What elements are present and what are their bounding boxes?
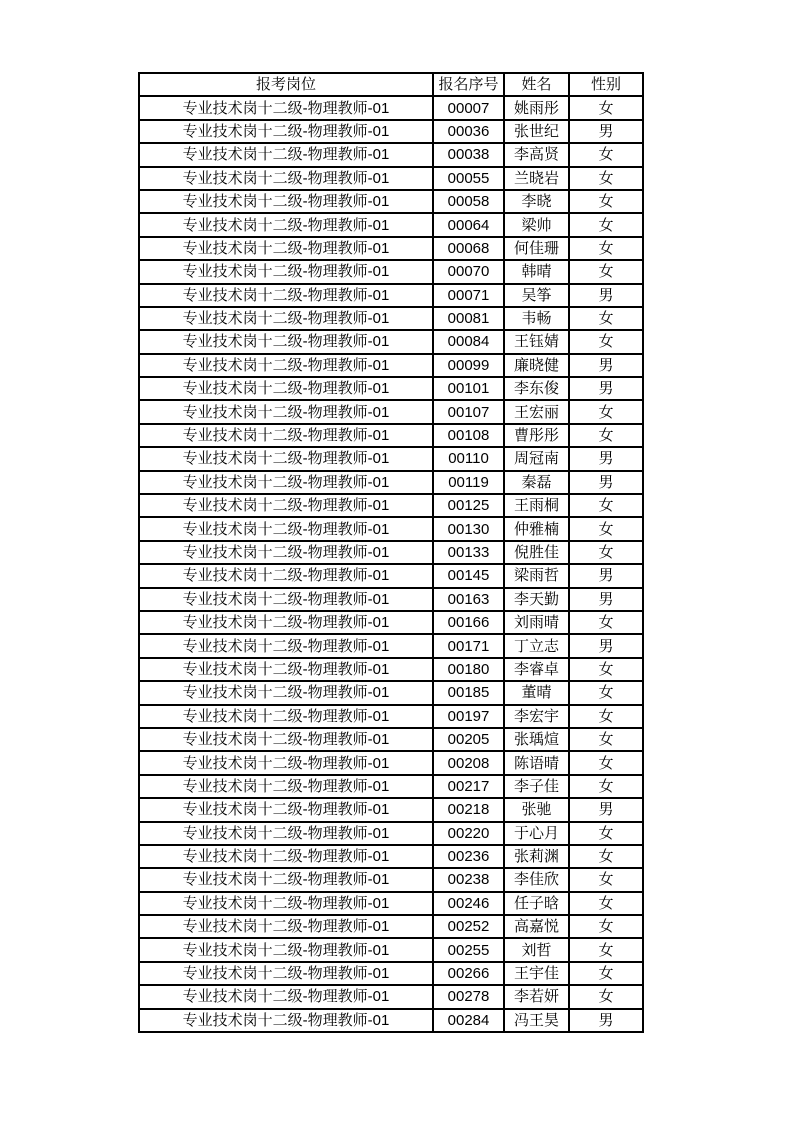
cell-gender: 女 bbox=[569, 260, 643, 283]
cell-position: 专业技术岗十二级-物理教师-01 bbox=[139, 658, 433, 681]
cell-serial-number: 00163 bbox=[433, 588, 504, 611]
cell-name: 李高贤 bbox=[504, 143, 569, 166]
table-row bbox=[139, 845, 643, 868]
header-row bbox=[139, 73, 643, 96]
cell-name: 王宏丽 bbox=[504, 400, 569, 423]
cell-serial-number: 00220 bbox=[433, 822, 504, 845]
cell-serial-number: 00217 bbox=[433, 775, 504, 798]
table-row bbox=[139, 658, 643, 681]
cell-position: 专业技术岗十二级-物理教师-01 bbox=[139, 985, 433, 1008]
cell-gender: 女 bbox=[569, 845, 643, 868]
cell-name: 冯王昊 bbox=[504, 1009, 569, 1032]
cell-serial-number: 00084 bbox=[433, 330, 504, 353]
table-row bbox=[139, 938, 643, 961]
cell-serial-number: 00038 bbox=[433, 143, 504, 166]
cell-position: 专业技术岗十二级-物理教师-01 bbox=[139, 728, 433, 751]
cell-gender: 女 bbox=[569, 611, 643, 634]
table-row bbox=[139, 190, 643, 213]
table-row bbox=[139, 377, 643, 400]
cell-name: 曹彤彤 bbox=[504, 424, 569, 447]
cell-serial-number: 00068 bbox=[433, 237, 504, 260]
cell-position: 专业技术岗十二级-物理教师-01 bbox=[139, 1009, 433, 1032]
cell-name: 王雨桐 bbox=[504, 494, 569, 517]
table-row bbox=[139, 634, 643, 657]
table-row bbox=[139, 705, 643, 728]
cell-gender: 女 bbox=[569, 681, 643, 704]
cell-gender: 女 bbox=[569, 892, 643, 915]
cell-gender: 女 bbox=[569, 517, 643, 540]
cell-serial-number: 00284 bbox=[433, 1009, 504, 1032]
cell-name: 高嘉悦 bbox=[504, 915, 569, 938]
cell-position: 专业技术岗十二级-物理教师-01 bbox=[139, 751, 433, 774]
cell-serial-number: 00125 bbox=[433, 494, 504, 517]
cell-position: 专业技术岗十二级-物理教师-01 bbox=[139, 705, 433, 728]
cell-gender: 男 bbox=[569, 354, 643, 377]
table-row bbox=[139, 447, 643, 470]
cell-gender: 女 bbox=[569, 190, 643, 213]
table-row bbox=[139, 400, 643, 423]
cell-gender: 女 bbox=[569, 751, 643, 774]
cell-position: 专业技术岗十二级-物理教师-01 bbox=[139, 494, 433, 517]
table-row bbox=[139, 541, 643, 564]
cell-position: 专业技术岗十二级-物理教师-01 bbox=[139, 822, 433, 845]
cell-serial-number: 00101 bbox=[433, 377, 504, 400]
cell-gender: 女 bbox=[569, 307, 643, 330]
cell-gender: 男 bbox=[569, 471, 643, 494]
cell-position: 专业技术岗十二级-物理教师-01 bbox=[139, 471, 433, 494]
cell-serial-number: 00110 bbox=[433, 447, 504, 470]
table-row bbox=[139, 985, 643, 1008]
cell-name: 刘雨晴 bbox=[504, 611, 569, 634]
cell-gender: 男 bbox=[569, 284, 643, 307]
cell-position: 专业技术岗十二级-物理教师-01 bbox=[139, 962, 433, 985]
cell-name: 李若妍 bbox=[504, 985, 569, 1008]
cell-gender: 男 bbox=[569, 447, 643, 470]
cell-position: 专业技术岗十二级-物理教师-01 bbox=[139, 845, 433, 868]
cell-name: 张驰 bbox=[504, 798, 569, 821]
header-gender: 性别 bbox=[569, 73, 643, 96]
table-row bbox=[139, 868, 643, 891]
cell-name: 何佳珊 bbox=[504, 237, 569, 260]
cell-position: 专业技术岗十二级-物理教师-01 bbox=[139, 775, 433, 798]
cell-name: 张莉渊 bbox=[504, 845, 569, 868]
table-row bbox=[139, 120, 643, 143]
cell-serial-number: 00218 bbox=[433, 798, 504, 821]
cell-gender: 女 bbox=[569, 330, 643, 353]
cell-gender: 女 bbox=[569, 494, 643, 517]
table-row bbox=[139, 284, 643, 307]
cell-position: 专业技术岗十二级-物理教师-01 bbox=[139, 213, 433, 236]
cell-serial-number: 00255 bbox=[433, 938, 504, 961]
cell-position: 专业技术岗十二级-物理教师-01 bbox=[139, 330, 433, 353]
table-row bbox=[139, 167, 643, 190]
cell-gender: 男 bbox=[569, 120, 643, 143]
cell-name: 任子晗 bbox=[504, 892, 569, 915]
cell-position: 专业技术岗十二级-物理教师-01 bbox=[139, 400, 433, 423]
cell-position: 专业技术岗十二级-物理教师-01 bbox=[139, 541, 433, 564]
cell-name: 周冠南 bbox=[504, 447, 569, 470]
cell-serial-number: 00107 bbox=[433, 400, 504, 423]
table-row bbox=[139, 354, 643, 377]
table-row bbox=[139, 775, 643, 798]
cell-gender: 女 bbox=[569, 938, 643, 961]
cell-gender: 女 bbox=[569, 424, 643, 447]
cell-position: 专业技术岗十二级-物理教师-01 bbox=[139, 377, 433, 400]
cell-gender: 女 bbox=[569, 143, 643, 166]
cell-gender: 男 bbox=[569, 588, 643, 611]
cell-name: 韦畅 bbox=[504, 307, 569, 330]
cell-name: 秦磊 bbox=[504, 471, 569, 494]
cell-serial-number: 00278 bbox=[433, 985, 504, 1008]
cell-gender: 女 bbox=[569, 775, 643, 798]
cell-serial-number: 00036 bbox=[433, 120, 504, 143]
cell-gender: 女 bbox=[569, 541, 643, 564]
cell-name: 梁帅 bbox=[504, 213, 569, 236]
cell-position: 专业技术岗十二级-物理教师-01 bbox=[139, 354, 433, 377]
table-row bbox=[139, 143, 643, 166]
cell-gender: 女 bbox=[569, 868, 643, 891]
cell-gender: 男 bbox=[569, 798, 643, 821]
applicant-roster-table bbox=[138, 72, 644, 1033]
cell-position: 专业技术岗十二级-物理教师-01 bbox=[139, 868, 433, 891]
cell-name: 梁雨哲 bbox=[504, 564, 569, 587]
cell-name: 李晓 bbox=[504, 190, 569, 213]
cell-name: 张瑀煊 bbox=[504, 728, 569, 751]
cell-serial-number: 00205 bbox=[433, 728, 504, 751]
table-row bbox=[139, 260, 643, 283]
cell-gender: 女 bbox=[569, 962, 643, 985]
cell-position: 专业技术岗十二级-物理教师-01 bbox=[139, 424, 433, 447]
cell-serial-number: 00266 bbox=[433, 962, 504, 985]
header-position: 报考岗位 bbox=[139, 73, 433, 96]
cell-name: 兰晓岩 bbox=[504, 167, 569, 190]
cell-position: 专业技术岗十二级-物理教师-01 bbox=[139, 190, 433, 213]
cell-position: 专业技术岗十二级-物理教师-01 bbox=[139, 681, 433, 704]
cell-name: 丁立志 bbox=[504, 634, 569, 657]
table-row bbox=[139, 96, 643, 119]
header-serial-number: 报名序号 bbox=[433, 73, 504, 96]
cell-serial-number: 00064 bbox=[433, 213, 504, 236]
cell-serial-number: 00252 bbox=[433, 915, 504, 938]
cell-gender: 女 bbox=[569, 400, 643, 423]
cell-position: 专业技术岗十二级-物理教师-01 bbox=[139, 167, 433, 190]
table-row bbox=[139, 611, 643, 634]
cell-name: 王钰婧 bbox=[504, 330, 569, 353]
cell-name: 刘哲 bbox=[504, 938, 569, 961]
cell-position: 专业技术岗十二级-物理教师-01 bbox=[139, 564, 433, 587]
cell-name: 韩晴 bbox=[504, 260, 569, 283]
table-row bbox=[139, 330, 643, 353]
cell-gender: 女 bbox=[569, 237, 643, 260]
cell-serial-number: 00007 bbox=[433, 96, 504, 119]
cell-serial-number: 00238 bbox=[433, 868, 504, 891]
cell-serial-number: 00145 bbox=[433, 564, 504, 587]
cell-position: 专业技术岗十二级-物理教师-01 bbox=[139, 611, 433, 634]
cell-name: 李睿卓 bbox=[504, 658, 569, 681]
cell-position: 专业技术岗十二级-物理教师-01 bbox=[139, 634, 433, 657]
cell-serial-number: 00119 bbox=[433, 471, 504, 494]
cell-gender: 女 bbox=[569, 167, 643, 190]
cell-gender: 女 bbox=[569, 213, 643, 236]
cell-position: 专业技术岗十二级-物理教师-01 bbox=[139, 307, 433, 330]
cell-position: 专业技术岗十二级-物理教师-01 bbox=[139, 120, 433, 143]
table-row bbox=[139, 1009, 643, 1032]
table-row bbox=[139, 471, 643, 494]
cell-gender: 女 bbox=[569, 658, 643, 681]
table-row bbox=[139, 798, 643, 821]
cell-gender: 女 bbox=[569, 985, 643, 1008]
cell-serial-number: 00071 bbox=[433, 284, 504, 307]
cell-gender: 男 bbox=[569, 634, 643, 657]
cell-position: 专业技术岗十二级-物理教师-01 bbox=[139, 892, 433, 915]
cell-name: 李东俊 bbox=[504, 377, 569, 400]
cell-serial-number: 00208 bbox=[433, 751, 504, 774]
header-name: 姓名 bbox=[504, 73, 569, 96]
cell-serial-number: 00236 bbox=[433, 845, 504, 868]
cell-position: 专业技术岗十二级-物理教师-01 bbox=[139, 798, 433, 821]
table-row bbox=[139, 892, 643, 915]
cell-name: 吴筝 bbox=[504, 284, 569, 307]
cell-gender: 男 bbox=[569, 564, 643, 587]
cell-serial-number: 00070 bbox=[433, 260, 504, 283]
table-body bbox=[139, 96, 643, 1032]
table-row bbox=[139, 494, 643, 517]
cell-serial-number: 00133 bbox=[433, 541, 504, 564]
cell-gender: 男 bbox=[569, 377, 643, 400]
cell-serial-number: 00246 bbox=[433, 892, 504, 915]
cell-name: 李天勤 bbox=[504, 588, 569, 611]
table-row bbox=[139, 237, 643, 260]
cell-serial-number: 00055 bbox=[433, 167, 504, 190]
cell-position: 专业技术岗十二级-物理教师-01 bbox=[139, 237, 433, 260]
cell-serial-number: 00185 bbox=[433, 681, 504, 704]
cell-name: 李宏宇 bbox=[504, 705, 569, 728]
cell-name: 王宇佳 bbox=[504, 962, 569, 985]
table-row bbox=[139, 517, 643, 540]
cell-name: 李子佳 bbox=[504, 775, 569, 798]
cell-serial-number: 00166 bbox=[433, 611, 504, 634]
table-row bbox=[139, 822, 643, 845]
cell-name: 张世纪 bbox=[504, 120, 569, 143]
cell-name: 李佳欣 bbox=[504, 868, 569, 891]
cell-serial-number: 00171 bbox=[433, 634, 504, 657]
cell-gender: 女 bbox=[569, 728, 643, 751]
cell-serial-number: 00099 bbox=[433, 354, 504, 377]
cell-position: 专业技术岗十二级-物理教师-01 bbox=[139, 260, 433, 283]
table-row bbox=[139, 915, 643, 938]
table-row bbox=[139, 564, 643, 587]
cell-position: 专业技术岗十二级-物理教师-01 bbox=[139, 915, 433, 938]
cell-name: 于心月 bbox=[504, 822, 569, 845]
cell-name: 姚雨彤 bbox=[504, 96, 569, 119]
cell-gender: 女 bbox=[569, 96, 643, 119]
cell-name: 陈语晴 bbox=[504, 751, 569, 774]
cell-position: 专业技术岗十二级-物理教师-01 bbox=[139, 447, 433, 470]
cell-gender: 女 bbox=[569, 915, 643, 938]
table-row bbox=[139, 681, 643, 704]
cell-name: 倪胜佳 bbox=[504, 541, 569, 564]
cell-gender: 男 bbox=[569, 1009, 643, 1032]
cell-name: 廉晓健 bbox=[504, 354, 569, 377]
cell-serial-number: 00130 bbox=[433, 517, 504, 540]
cell-position: 专业技术岗十二级-物理教师-01 bbox=[139, 143, 433, 166]
cell-position: 专业技术岗十二级-物理教师-01 bbox=[139, 96, 433, 119]
cell-position: 专业技术岗十二级-物理教师-01 bbox=[139, 938, 433, 961]
cell-serial-number: 00058 bbox=[433, 190, 504, 213]
cell-gender: 女 bbox=[569, 705, 643, 728]
table-row bbox=[139, 751, 643, 774]
cell-position: 专业技术岗十二级-物理教师-01 bbox=[139, 284, 433, 307]
table-row bbox=[139, 962, 643, 985]
table-row bbox=[139, 728, 643, 751]
cell-position: 专业技术岗十二级-物理教师-01 bbox=[139, 588, 433, 611]
cell-serial-number: 00108 bbox=[433, 424, 504, 447]
cell-position: 专业技术岗十二级-物理教师-01 bbox=[139, 517, 433, 540]
table-row bbox=[139, 213, 643, 236]
cell-serial-number: 00180 bbox=[433, 658, 504, 681]
cell-gender: 女 bbox=[569, 822, 643, 845]
cell-serial-number: 00081 bbox=[433, 307, 504, 330]
cell-name: 仲雅楠 bbox=[504, 517, 569, 540]
table-row bbox=[139, 588, 643, 611]
cell-serial-number: 00197 bbox=[433, 705, 504, 728]
table-row bbox=[139, 307, 643, 330]
cell-name: 董晴 bbox=[504, 681, 569, 704]
table-row bbox=[139, 424, 643, 447]
